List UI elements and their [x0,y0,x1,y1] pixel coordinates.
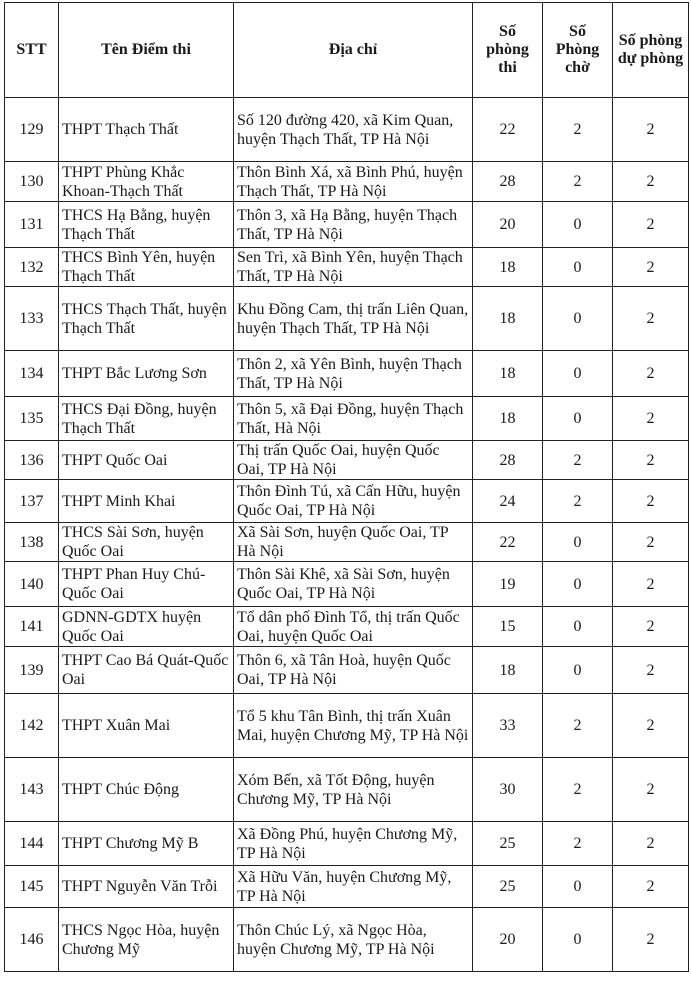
table-row [5,162,689,202]
cell-exam-rooms: 20 [473,908,543,972]
cell-exam-rooms: 18 [473,287,543,351]
cell-spare-rooms: 2 [613,758,689,822]
cell-stt: 137 [5,480,59,523]
cell-spare-rooms: 2 [613,248,689,287]
cell-address: Xã Hữu Văn, huyện Chương Mỹ, TP Hà Nội [234,866,473,908]
cell-address: Xã Đồng Phú, huyện Chương Mỹ, TP Hà Nội [234,822,473,866]
cell-waiting-rooms: 0 [543,866,613,908]
table-row [5,351,689,397]
table-row [5,98,689,162]
table-body [5,98,689,972]
cell-address: Thôn 2, xã Yên Bình, huyện Thạch Thất, TP Hà Nội [234,351,473,397]
table-row [5,607,689,647]
cell-spare-rooms: 2 [613,562,689,607]
header-address: Địa chỉ [234,3,473,98]
cell-waiting-rooms: 0 [543,908,613,972]
cell-spare-rooms: 2 [613,647,689,694]
cell-waiting-rooms: 0 [543,607,613,647]
cell-address: Khu Đồng Cam, thị trấn Liên Quan, huyện Thạch Thất, TP Hà Nội [234,287,473,351]
table-row [5,822,689,866]
cell-spare-rooms: 2 [613,908,689,972]
cell-address: Thị trấn Quốc Oai, huyện Quốc Oai, TP Hà Nội [234,441,473,480]
cell-stt: 141 [5,607,59,647]
cell-site-name: THCS Đại Đồng, huyện Thạch Thất [59,397,234,441]
cell-site-name: THCS Ngọc Hòa, huyện Chương Mỹ [59,908,234,972]
cell-stt: 144 [5,822,59,866]
cell-stt: 132 [5,248,59,287]
cell-exam-rooms: 18 [473,647,543,694]
cell-exam-rooms: 20 [473,202,543,248]
table-row [5,480,689,523]
cell-waiting-rooms: 2 [543,758,613,822]
cell-stt: 145 [5,866,59,908]
cell-site-name: THPT Xuân Mai [59,694,234,758]
cell-site-name: THPT Quốc Oai [59,441,234,480]
cell-spare-rooms: 2 [613,441,689,480]
cell-stt: 138 [5,523,59,562]
cell-stt: 142 [5,694,59,758]
cell-address: Thôn 5, xã Đại Đồng, huyện Thạch Thất, Hà Nội [234,397,473,441]
cell-exam-rooms: 22 [473,523,543,562]
cell-spare-rooms: 2 [613,202,689,248]
cell-spare-rooms: 2 [613,694,689,758]
table-row [5,908,689,972]
cell-spare-rooms: 2 [613,822,689,866]
cell-address: Thôn Chúc Lý, xã Ngọc Hòa, huyện Chương Mỹ, TP Hà Nội [234,908,473,972]
cell-spare-rooms: 2 [613,523,689,562]
cell-site-name: THCS Bình Yên, huyện Thạch Thất [59,248,234,287]
cell-address: Thôn 6, xã Tân Hoà, huyện Quốc Oai, TP Hà Nội [234,647,473,694]
cell-site-name: THPT Phùng Khắc Khoan-Thạch Thất [59,162,234,202]
cell-waiting-rooms: 0 [543,523,613,562]
cell-waiting-rooms: 2 [543,441,613,480]
cell-site-name: THPT Nguyễn Văn Trỗi [59,866,234,908]
table-row [5,694,689,758]
cell-spare-rooms: 2 [613,397,689,441]
cell-spare-rooms: 2 [613,607,689,647]
cell-site-name: GDNN-GDTX huyện Quốc Oai [59,607,234,647]
cell-waiting-rooms: 0 [543,351,613,397]
cell-spare-rooms: 2 [613,351,689,397]
cell-exam-rooms: 18 [473,351,543,397]
table-row [5,248,689,287]
table-row [5,523,689,562]
cell-stt: 135 [5,397,59,441]
cell-stt: 139 [5,647,59,694]
cell-address: Xóm Bến, xã Tốt Động, huyện Chương Mỹ, TP Hà Nội [234,758,473,822]
cell-spare-rooms: 2 [613,480,689,523]
cell-address: Thôn Sài Khê, xã Sài Sơn, huyện Quốc Oai, TP Hà Nội [234,562,473,607]
cell-exam-rooms: 18 [473,248,543,287]
cell-site-name: THCS Sài Sơn, huyện Quốc Oai [59,523,234,562]
cell-site-name: THPT Chúc Động [59,758,234,822]
cell-stt: 129 [5,98,59,162]
cell-spare-rooms: 2 [613,162,689,202]
cell-waiting-rooms: 2 [543,162,613,202]
cell-exam-rooms: 28 [473,162,543,202]
cell-waiting-rooms: 0 [543,647,613,694]
cell-stt: 136 [5,441,59,480]
cell-site-name: THPT Minh Khai [59,480,234,523]
cell-exam-rooms: 30 [473,758,543,822]
cell-site-name: THPT Phan Huy Chú-Quốc Oai [59,562,234,607]
cell-address: Thôn Đình Tú, xã Cấn Hữu, huyện Quốc Oai, TP Hà Nội [234,480,473,523]
header-name: Tên Điểm thi [59,3,234,98]
cell-spare-rooms: 2 [613,287,689,351]
cell-address: Thôn Bình Xá, xã Bình Phú, huyện Thạch Thất, TP Hà Nội [234,162,473,202]
cell-stt: 140 [5,562,59,607]
header-stt: STT [5,3,59,98]
cell-site-name: THPT Chương Mỹ B [59,822,234,866]
cell-stt: 130 [5,162,59,202]
cell-waiting-rooms: 2 [543,480,613,523]
cell-exam-rooms: 19 [473,562,543,607]
table-row [5,758,689,822]
cell-waiting-rooms: 0 [543,562,613,607]
cell-spare-rooms: 2 [613,866,689,908]
cell-address: Xã Sài Sơn, huyện Quốc Oai, TP Hà Nội [234,523,473,562]
cell-waiting-rooms: 0 [543,287,613,351]
cell-site-name: THCS Thạch Thất, huyện Thạch Thất [59,287,234,351]
cell-exam-rooms: 18 [473,397,543,441]
cell-exam-rooms: 25 [473,822,543,866]
cell-site-name: THPT Thạch Thất [59,98,234,162]
cell-address: Số 120 đường 420, xã Kim Quan, huyện Thạch Thất, TP Hà Nội [234,98,473,162]
exam-sites-table [4,2,689,972]
table-row [5,647,689,694]
cell-exam-rooms: 15 [473,607,543,647]
cell-spare-rooms: 2 [613,98,689,162]
cell-waiting-rooms: 2 [543,822,613,866]
cell-exam-rooms: 33 [473,694,543,758]
cell-exam-rooms: 22 [473,98,543,162]
header-waiting-rooms: Số Phòng chờ [543,3,613,98]
cell-exam-rooms: 25 [473,866,543,908]
table-row [5,287,689,351]
table-row [5,562,689,607]
cell-site-name: THPT Cao Bá Quát-Quốc Oai [59,647,234,694]
cell-stt: 131 [5,202,59,248]
header-rooms: Số phòng thi [473,3,543,98]
cell-site-name: THPT Bắc Lương Sơn [59,351,234,397]
cell-waiting-rooms: 0 [543,397,613,441]
cell-stt: 133 [5,287,59,351]
table-row [5,202,689,248]
cell-stt: 134 [5,351,59,397]
header-row [5,3,689,98]
cell-stt: 146 [5,908,59,972]
cell-address: Tổ dân phố Đình Tổ, thị trấn Quốc Oai, huyện Quốc Oai [234,607,473,647]
cell-stt: 143 [5,758,59,822]
cell-site-name: THCS Hạ Bằng, huyện Thạch Thất [59,202,234,248]
cell-waiting-rooms: 0 [543,248,613,287]
header-spare-rooms: Số phòng dự phòng [613,3,689,98]
table-row [5,397,689,441]
cell-exam-rooms: 28 [473,441,543,480]
table-row [5,866,689,908]
table-row [5,441,689,480]
cell-waiting-rooms: 0 [543,202,613,248]
cell-address: Thôn 3, xã Hạ Bằng, huyện Thạch Thất, TP Hà Nội [234,202,473,248]
cell-address: Tổ 5 khu Tân Bình, thị trấn Xuân Mai, huyện Chương Mỹ, TP Hà Nội [234,694,473,758]
cell-address: Sen Trì, xã Bình Yên, huyện Thạch Thất, TP Hà Nội [234,248,473,287]
cell-waiting-rooms: 2 [543,694,613,758]
cell-waiting-rooms: 2 [543,98,613,162]
cell-exam-rooms: 24 [473,480,543,523]
